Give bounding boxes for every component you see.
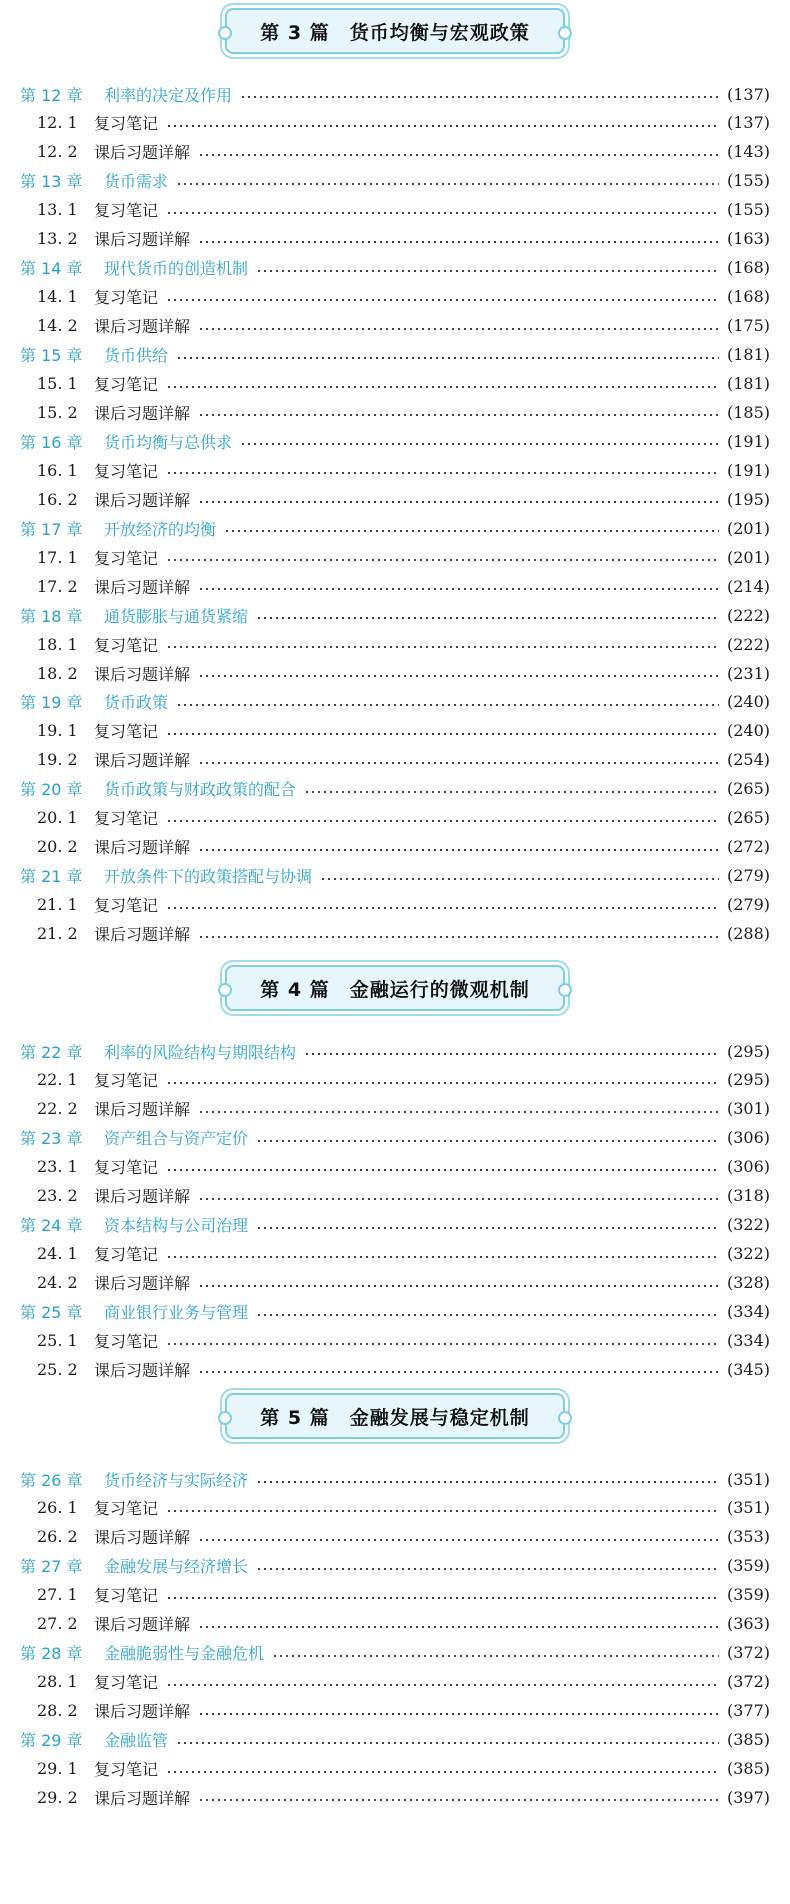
page-number: (334) [726, 1302, 770, 1322]
page-number: (191) [726, 460, 770, 480]
dot-leader [198, 154, 719, 156]
section-title: 课后习题详解 [94, 1100, 191, 1120]
toc-section-entry[interactable] [0, 1581, 790, 1609]
dot-leader [198, 1111, 719, 1113]
section-number: 24. 1 [37, 1244, 78, 1264]
dot-leader [198, 1371, 719, 1373]
section-title: 复习笔记 [94, 548, 159, 568]
section-number: 22. 2 [37, 1099, 78, 1119]
chapter-title: 开放经济的均衡 [104, 519, 217, 539]
chapter-title: 金融监管 [104, 1731, 169, 1751]
section-title: 课后习题详解 [94, 751, 191, 771]
section-title: 复习笔记 [94, 1245, 159, 1265]
chapter-number: 第 14 章 [20, 259, 83, 279]
section-number: 24. 2 [37, 1273, 78, 1293]
toc-section-entry[interactable] [0, 1066, 790, 1094]
page-number: (222) [726, 634, 770, 654]
chapter-title: 货币政策与财政政策的配合 [104, 780, 297, 800]
dot-leader [256, 1568, 719, 1570]
dot-leader [256, 1314, 719, 1316]
dot-leader [166, 1082, 719, 1084]
page-number: (377) [726, 1701, 770, 1721]
part-title: 第 4 篇 金融运行的微观机制 [260, 978, 530, 1001]
chapter-title: 金融脆弱性与金融危机 [104, 1644, 265, 1664]
dot-leader [166, 1597, 719, 1599]
page-number: (334) [726, 1331, 770, 1350]
toc-section-entry[interactable] [0, 1610, 790, 1638]
section-number: 23. 2 [37, 1186, 78, 1206]
dot-leader [320, 878, 719, 880]
page-number: (137) [726, 113, 770, 133]
page-number: (306) [726, 1128, 770, 1148]
chapter-title: 开放条件下的政策搭配与协调 [104, 867, 313, 887]
section-title: 课后习题详解 [94, 1702, 191, 1722]
section-title: 课后习题详解 [94, 577, 191, 597]
page-number: (265) [726, 808, 770, 828]
chapter-title: 利率的决定及作用 [104, 85, 233, 105]
page-number: (168) [726, 287, 770, 307]
page-number: (397) [726, 1787, 770, 1807]
section-number: 29. 1 [37, 1759, 78, 1778]
section-title: 课后习题详解 [94, 317, 191, 337]
section-number: 17. 1 [37, 547, 78, 567]
chapter-title: 商业银行业务与管理 [104, 1303, 249, 1323]
toc-chapter-entry[interactable] [0, 427, 790, 455]
dot-leader [304, 791, 719, 793]
section-number: 20. 1 [37, 808, 78, 828]
page-number: (195) [726, 489, 770, 509]
dot-leader [198, 762, 719, 764]
section-title: 复习笔记 [94, 1586, 159, 1606]
section-title: 复习笔记 [94, 375, 159, 394]
chapter-number: 第 21 章 [20, 867, 83, 887]
page-number: (359) [726, 1556, 770, 1576]
chapter-title: 货币政策 [104, 693, 169, 713]
section-number: 21. 1 [37, 895, 78, 915]
section-title: 课后习题详解 [94, 143, 191, 163]
toc-section-entry[interactable] [0, 1182, 790, 1210]
page-number: (351) [726, 1469, 770, 1489]
page-number: (181) [726, 374, 770, 393]
dot-leader [256, 1227, 719, 1229]
dot-leader [166, 559, 719, 561]
section-number: 21. 2 [37, 924, 78, 944]
dot-leader [198, 1799, 719, 1801]
section-title: 复习笔记 [94, 1332, 159, 1351]
page-number: (181) [726, 345, 770, 365]
section-title: 课后习题详解 [94, 1274, 191, 1294]
chapter-number: 第 17 章 [20, 519, 83, 539]
chapter-number: 第 26 章 [20, 1470, 83, 1490]
section-title: 复习笔记 [94, 635, 159, 655]
toc-section-entry[interactable] [0, 1240, 790, 1268]
page-number: (143) [726, 142, 770, 162]
section-title: 课后习题详解 [94, 490, 191, 510]
page-number: (322) [726, 1215, 770, 1235]
dot-leader [256, 270, 719, 272]
page-number: (175) [726, 316, 770, 336]
section-number: 12. 2 [37, 142, 78, 162]
toc-chapter-entry[interactable] [0, 775, 790, 803]
chapter-number: 第 15 章 [20, 346, 83, 366]
chapter-number: 第 18 章 [20, 606, 83, 626]
section-number: 16. 1 [37, 460, 78, 480]
section-number: 13. 2 [37, 229, 78, 249]
chapter-title: 资产组合与资产定价 [104, 1129, 249, 1149]
page-number: (306) [726, 1157, 770, 1177]
part-heading-banner [225, 1393, 565, 1439]
page-number: (137) [726, 84, 770, 104]
section-number: 14. 2 [37, 316, 78, 336]
section-number: 15. 2 [37, 402, 78, 422]
page-number: (265) [726, 779, 770, 799]
page-number: (163) [726, 229, 770, 249]
toc-section-entry[interactable] [0, 746, 790, 774]
page-number: (353) [726, 1527, 770, 1547]
page-number: (359) [726, 1585, 770, 1605]
page-number: (288) [726, 924, 770, 944]
section-number: 16. 2 [37, 489, 78, 509]
toc-section-entry[interactable] [0, 543, 790, 571]
section-number: 26. 2 [37, 1527, 78, 1547]
dot-leader [166, 125, 719, 127]
dot-leader [166, 1684, 719, 1686]
section-number: 23. 1 [37, 1157, 78, 1177]
dot-leader [166, 907, 719, 909]
page-number: (351) [726, 1498, 770, 1518]
page-number: (328) [726, 1273, 770, 1293]
section-title: 复习笔记 [94, 1673, 159, 1693]
section-number: 25. 2 [37, 1359, 78, 1379]
page-number: (222) [726, 605, 770, 625]
toc-chapter-entry[interactable] [0, 1037, 790, 1065]
toc-section-entry[interactable] [0, 804, 790, 832]
dot-leader [166, 1256, 719, 1258]
toc-section-entry[interactable] [0, 1783, 790, 1811]
toc-section-entry[interactable] [0, 1697, 790, 1725]
chapter-number: 第 22 章 [20, 1042, 83, 1062]
section-number: 14. 1 [37, 287, 78, 307]
page-number: (322) [726, 1244, 770, 1264]
chapter-number: 第 27 章 [20, 1557, 83, 1577]
section-title: 复习笔记 [94, 201, 159, 221]
dot-leader [166, 386, 719, 388]
chapter-number: 第 16 章 [20, 432, 83, 452]
section-title: 复习笔记 [94, 722, 159, 742]
dot-leader [240, 96, 719, 98]
toc-chapter-entry[interactable] [0, 1726, 790, 1754]
toc-section-entry[interactable] [0, 920, 790, 948]
section-number: 18. 1 [37, 634, 78, 654]
section-number: 28. 1 [37, 1672, 78, 1692]
toc-chapter-entry[interactable] [0, 1552, 790, 1580]
dot-leader [198, 675, 719, 677]
toc-section-entry[interactable] [0, 398, 790, 426]
dot-leader [198, 1285, 719, 1287]
toc-chapter-entry[interactable] [0, 1211, 790, 1239]
page-number: (372) [726, 1643, 770, 1663]
section-number: 17. 2 [37, 576, 78, 596]
section-number: 18. 2 [37, 663, 78, 683]
chapter-number: 第 29 章 [20, 1731, 83, 1751]
toc-section-entry[interactable] [0, 370, 790, 398]
section-title: 复习笔记 [94, 1499, 159, 1519]
chapter-title: 货币供给 [104, 346, 169, 366]
chapter-number: 第 25 章 [20, 1303, 83, 1323]
page-number: (185) [726, 402, 770, 422]
toc-section-entry[interactable] [0, 312, 790, 340]
toc-section-entry[interactable] [0, 1494, 790, 1522]
toc-section-entry[interactable] [0, 109, 790, 137]
page-number: (295) [726, 1070, 770, 1090]
toc-chapter-entry[interactable] [0, 80, 790, 108]
section-number: 15. 1 [37, 374, 78, 393]
dot-leader [256, 617, 719, 619]
dot-leader [166, 733, 719, 735]
toc-chapter-entry[interactable] [0, 254, 790, 282]
chapter-title: 货币需求 [104, 172, 169, 192]
page-number: (363) [726, 1614, 770, 1634]
page-number: (279) [726, 866, 770, 886]
page-number: (385) [726, 1730, 770, 1750]
part-heading-banner [225, 8, 565, 54]
section-title: 课后习题详解 [94, 403, 191, 423]
toc-section-entry[interactable] [0, 659, 790, 687]
toc-chapter-entry[interactable] [0, 341, 790, 369]
dot-leader [256, 1140, 719, 1142]
page-number: (254) [726, 750, 770, 770]
page-number: (279) [726, 895, 770, 915]
dot-leader [240, 443, 719, 445]
page-number: (345) [726, 1359, 770, 1379]
chapter-number: 第 12 章 [20, 85, 83, 105]
section-title: 课后习题详解 [94, 1528, 191, 1548]
dot-leader [166, 299, 719, 301]
toc-section-entry[interactable] [0, 1523, 790, 1551]
section-number: 19. 2 [37, 750, 78, 770]
section-number: 25. 1 [37, 1331, 78, 1350]
page-number: (240) [726, 721, 770, 741]
chapter-number: 第 13 章 [20, 172, 83, 192]
section-title: 复习笔记 [94, 1158, 159, 1178]
section-number: 29. 2 [37, 1787, 78, 1807]
dot-leader [176, 357, 719, 359]
page-number: (318) [726, 1186, 770, 1206]
section-number: 27. 1 [37, 1585, 78, 1605]
section-number: 13. 1 [37, 200, 78, 220]
toc-chapter-entry[interactable] [0, 601, 790, 629]
dot-leader [166, 472, 719, 474]
dot-leader [198, 936, 719, 938]
part-title: 第 5 篇 金融发展与稳定机制 [260, 1406, 530, 1429]
toc-chapter-entry[interactable] [0, 688, 790, 716]
toc-section-entry[interactable] [0, 717, 790, 745]
chapter-number: 第 19 章 [20, 693, 83, 713]
section-number: 22. 1 [37, 1070, 78, 1090]
toc-chapter-entry[interactable] [0, 1124, 790, 1152]
chapter-number: 第 23 章 [20, 1129, 83, 1149]
section-title: 复习笔记 [94, 288, 159, 308]
toc-chapter-entry[interactable] [0, 862, 790, 890]
section-title: 复习笔记 [94, 1760, 159, 1779]
page-number: (231) [726, 663, 770, 683]
toc-section-entry[interactable] [0, 283, 790, 311]
toc-section-entry[interactable] [0, 1668, 790, 1696]
dot-leader [166, 1771, 719, 1773]
dot-leader [272, 1655, 719, 1657]
chapter-number: 第 28 章 [20, 1644, 83, 1664]
chapter-title: 通货膨胀与通货紧缩 [104, 606, 249, 626]
toc-chapter-entry[interactable] [0, 1465, 790, 1493]
dot-leader [198, 1713, 719, 1715]
section-title: 课后习题详解 [94, 925, 191, 945]
section-title: 课后习题详解 [94, 1360, 191, 1380]
page-number: (214) [726, 576, 770, 596]
page-number: (272) [726, 837, 770, 857]
section-number: 28. 2 [37, 1701, 78, 1721]
chapter-title: 资本结构与公司治理 [104, 1216, 249, 1236]
dot-leader [176, 1742, 719, 1744]
part-heading-banner [225, 965, 565, 1011]
section-title: 复习笔记 [94, 114, 159, 134]
chapter-number: 第 20 章 [20, 780, 83, 800]
toc-section-entry[interactable] [0, 456, 790, 484]
page-number: (295) [726, 1041, 770, 1061]
toc-section-entry[interactable] [0, 485, 790, 513]
dot-leader [198, 328, 719, 330]
dot-leader [198, 1539, 719, 1541]
dot-leader [198, 414, 719, 416]
chapter-title: 现代货币的创造机制 [104, 259, 249, 279]
toc-chapter-entry[interactable] [0, 514, 790, 542]
page-number: (155) [726, 200, 770, 220]
page-number: (155) [726, 171, 770, 191]
dot-leader [166, 1169, 719, 1171]
section-number: 26. 1 [37, 1498, 78, 1518]
toc-section-entry[interactable] [0, 833, 790, 861]
page-number: (168) [726, 258, 770, 278]
dot-leader [256, 1481, 719, 1483]
dot-leader [304, 1053, 719, 1055]
page-number: (385) [726, 1759, 770, 1778]
dot-leader [224, 530, 719, 532]
section-title: 复习笔记 [94, 461, 159, 481]
page-number: (301) [726, 1099, 770, 1119]
toc-section-entry[interactable] [0, 225, 790, 253]
section-title: 课后习题详解 [94, 1615, 191, 1635]
chapter-title: 货币经济与实际经济 [104, 1470, 249, 1490]
section-title: 复习笔记 [94, 809, 159, 829]
toc-section-entry[interactable] [0, 1095, 790, 1123]
toc-section-entry[interactable] [0, 196, 790, 224]
section-number: 20. 2 [37, 837, 78, 857]
chapter-title: 金融发展与经济增长 [104, 1557, 249, 1577]
section-title: 课后习题详解 [94, 230, 191, 250]
dot-leader [176, 183, 719, 185]
toc-section-entry[interactable] [0, 572, 790, 600]
toc-section-entry[interactable] [0, 1269, 790, 1297]
page-number: (201) [726, 547, 770, 567]
page-number: (240) [726, 692, 770, 712]
chapter-title: 货币均衡与总供求 [104, 432, 233, 452]
section-title: 复习笔记 [94, 896, 159, 916]
section-title: 课后习题详解 [94, 664, 191, 684]
dot-leader [166, 212, 719, 214]
section-number: 19. 1 [37, 721, 78, 741]
dot-leader [166, 646, 719, 648]
dot-leader [198, 241, 719, 243]
dot-leader [176, 704, 719, 706]
section-title: 课后习题详解 [94, 838, 191, 858]
toc-section-entry[interactable] [0, 1153, 790, 1181]
dot-leader [166, 820, 719, 822]
chapter-number: 第 24 章 [20, 1216, 83, 1236]
section-title: 复习笔记 [94, 1071, 159, 1091]
section-number: 27. 2 [37, 1614, 78, 1634]
section-title: 课后习题详解 [94, 1187, 191, 1207]
toc-chapter-entry[interactable] [0, 1298, 790, 1326]
part-title: 第 3 篇 货币均衡与宏观政策 [260, 21, 530, 44]
toc-chapter-entry[interactable] [0, 167, 790, 195]
page-number: (201) [726, 518, 770, 538]
toc-chapter-entry[interactable] [0, 1639, 790, 1667]
dot-leader [198, 1198, 719, 1200]
toc-section-entry[interactable] [0, 1755, 790, 1783]
chapter-title: 利率的风险结构与期限结构 [104, 1042, 297, 1062]
toc-section-entry[interactable] [0, 630, 790, 658]
toc-section-entry[interactable] [0, 138, 790, 166]
toc-section-entry[interactable] [0, 1355, 790, 1383]
dot-leader [166, 1510, 719, 1512]
page-number: (191) [726, 431, 770, 451]
dot-leader [198, 1626, 719, 1628]
toc-section-entry[interactable] [0, 891, 790, 919]
dot-leader [198, 849, 719, 851]
toc-section-entry[interactable] [0, 1327, 790, 1355]
section-title: 课后习题详解 [94, 1788, 191, 1808]
dot-leader [198, 501, 719, 503]
dot-leader [198, 588, 719, 590]
page-number: (372) [726, 1672, 770, 1692]
section-number: 12. 1 [37, 113, 78, 133]
dot-leader [166, 1343, 719, 1345]
